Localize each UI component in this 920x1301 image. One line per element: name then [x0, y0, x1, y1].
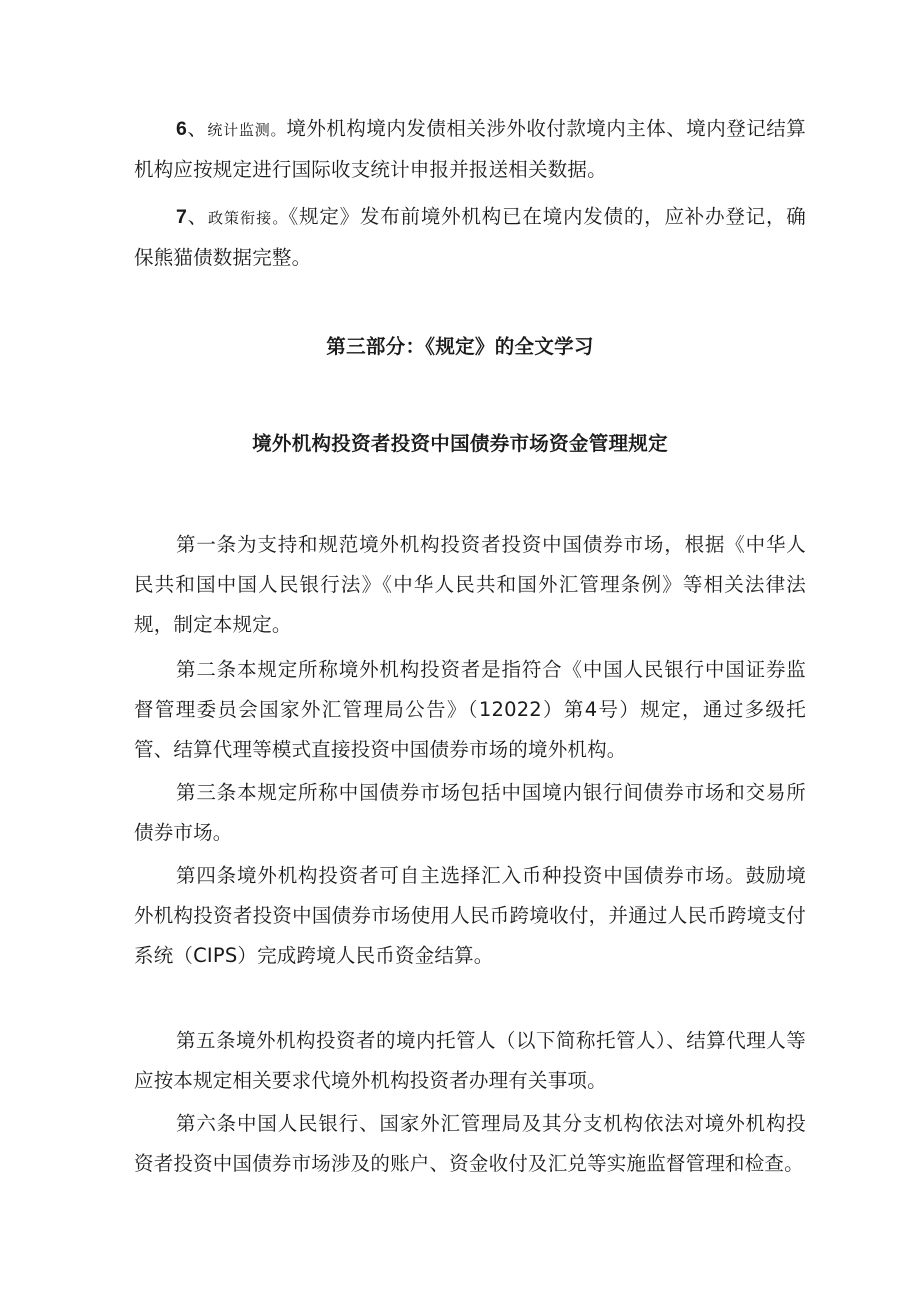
item-6-lead: 统计监测。: [207, 121, 287, 139]
article-4: 第四条境外机构投资者可自主选择汇入币种投资中国债券市场。鼓励境外机构投资者投资中国债券市场使用人民币跨境收付，并通过人民币跨境支付系统（CIPS）完成跨境人民币资金结算。: [134, 864, 806, 967]
article-6: 第六条中国人民银行、国家外汇管理局及其分支机构依法对境外机构投资者投资中国债券市场涉及的账户、资金收付及汇兑等实施监督管理和检查。: [134, 1112, 806, 1175]
item-7-number: 7: [176, 206, 188, 228]
article-3: 第三条本规定所称中国债券市场包括中国境内银行间债券市场和交易所债券市场。: [134, 781, 806, 844]
item-7-lead: 政策衔接。: [207, 209, 289, 227]
item-7-text: 《规定》发布前境外机构已在境内发债的，应补办登记，确保熊猫债数据完整。: [134, 205, 806, 269]
item-7-separator: 、: [187, 205, 208, 228]
item-7-paragraph: [134, 197, 806, 278]
article-5: 第五条境外机构投资者的境内托管人（以下简称托管人）、结算代理人等应按本规定相关要求代境外机构投资者办理有关事项。: [134, 1029, 806, 1092]
item-6-text: 境外机构境内发债相关涉外收付款境内主体、境内登记结算机构应按规定进行国际收支统计申报并报送相关数据。: [134, 117, 806, 181]
item-6-paragraph: [134, 109, 806, 190]
document-title: 境外机构投资者投资中国债券市场资金管理规定: [252, 432, 668, 455]
article-2: 第二条本规定所称境外机构投资者是指符合《中国人民银行中国证券监督管理委员会国家外汇管理局公告》（12022）第4号）规定，通过多级托管、结算代理等模式直接投资中国债券市场的境外机构。: [134, 658, 806, 761]
item-6-number: 6: [176, 118, 188, 140]
section-title: 第三部分：《规定》的全文学习: [326, 335, 594, 358]
article-1: 第一条为支持和规范境外机构投资者投资中国债券市场，根据《中华人民共和国中国人民银行法》《中华人民共和国外汇管理条例》等相关法律法规，制定本规定。: [134, 533, 806, 636]
item-6-separator: 、: [187, 117, 208, 140]
